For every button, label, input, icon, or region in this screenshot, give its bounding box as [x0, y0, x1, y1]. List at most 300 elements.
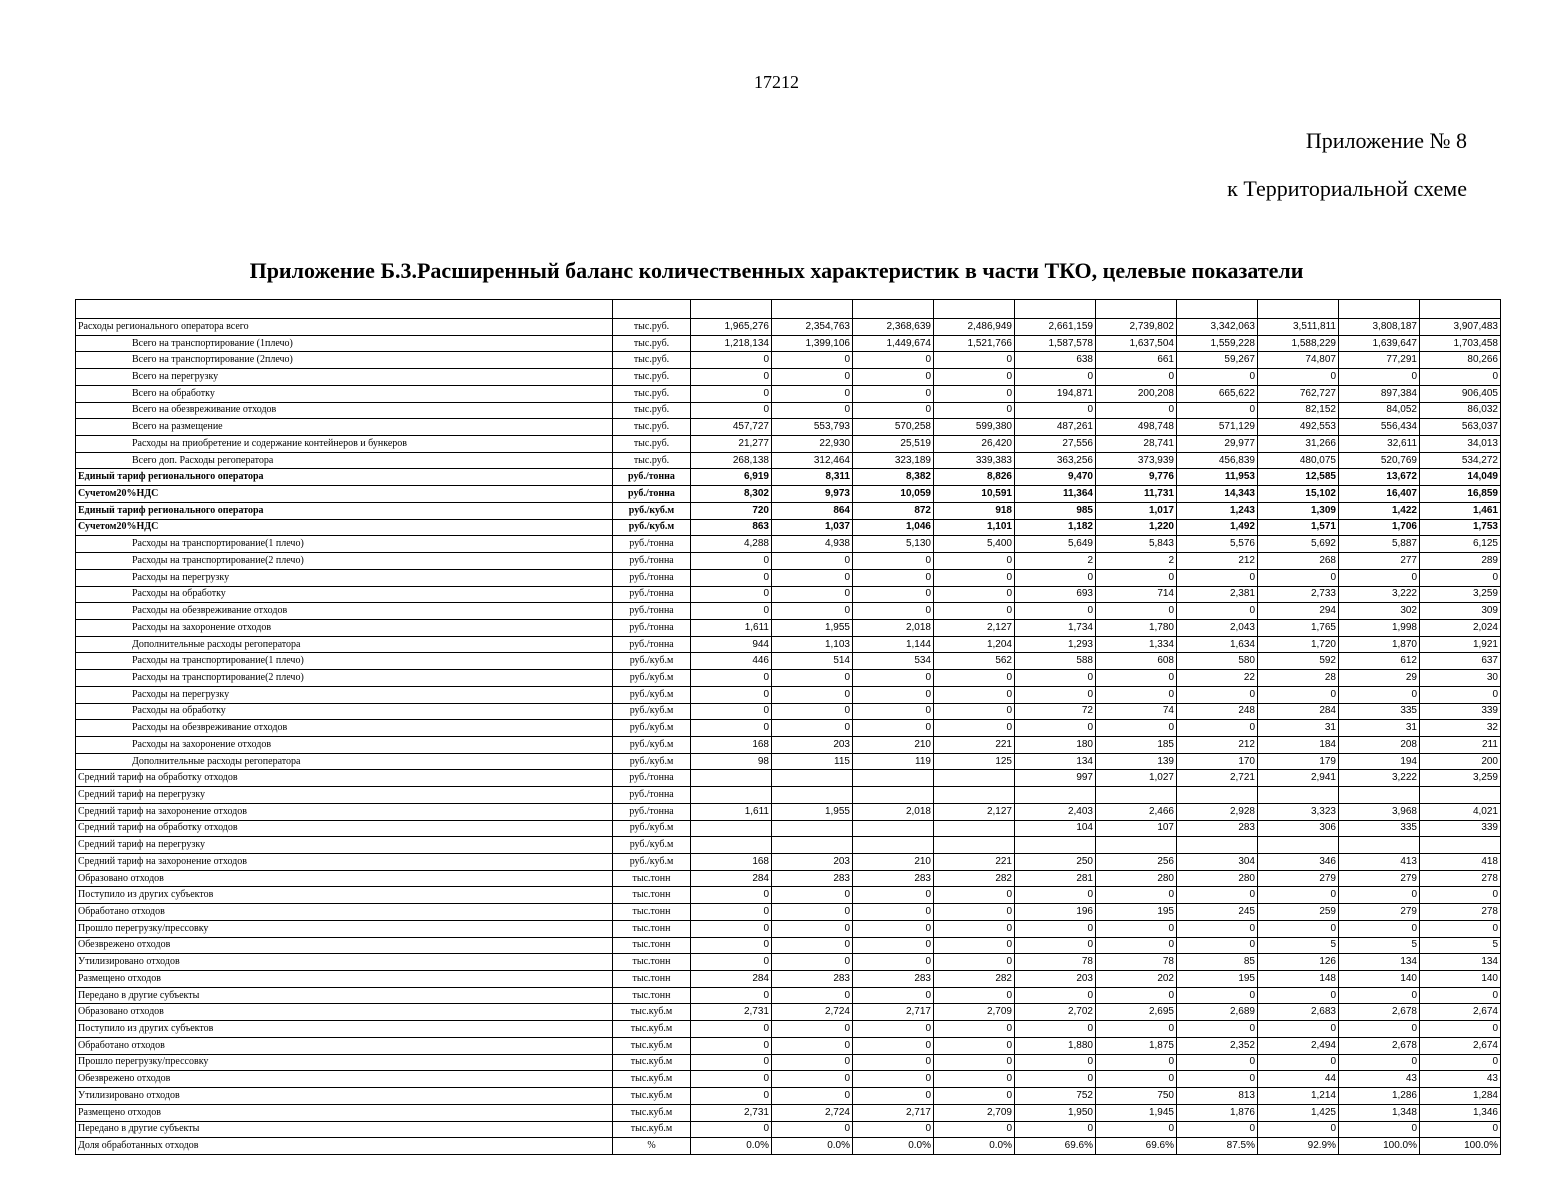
value-cell: 280	[1177, 870, 1258, 887]
value-cell: 0	[772, 703, 853, 720]
row-unit: тыс.тонн	[613, 870, 691, 887]
row-label: Расходы на обезвреживание отходов	[76, 720, 613, 737]
value-cell	[1339, 837, 1420, 854]
table-row	[76, 1071, 1501, 1088]
value-cell: 29	[1339, 670, 1420, 687]
value-cell: 0	[1015, 1121, 1096, 1138]
value-cell: 0	[1177, 603, 1258, 620]
row-unit: тыс.руб.	[613, 419, 691, 436]
table-row	[76, 1021, 1501, 1038]
value-cell: 200	[1420, 753, 1501, 770]
value-cell: 0	[772, 1121, 853, 1138]
value-cell: 0	[1339, 920, 1420, 937]
value-cell: 8,826	[934, 469, 1015, 486]
table-row	[76, 319, 1501, 336]
value-cell: 1,876	[1177, 1104, 1258, 1121]
value-cell: 268,138	[691, 452, 772, 469]
value-cell: 221	[934, 854, 1015, 871]
row-label: Доля обработанных отходов	[76, 1138, 613, 1155]
value-cell: 2	[1096, 553, 1177, 570]
value-cell: 0	[1177, 887, 1258, 904]
value-cell: 84,052	[1339, 402, 1420, 419]
table-row	[76, 436, 1501, 453]
row-unit: тыс.руб.	[613, 352, 691, 369]
table-row	[76, 636, 1501, 653]
table-row	[76, 837, 1501, 854]
value-cell: 27,556	[1015, 436, 1096, 453]
value-cell: 2,689	[1177, 1004, 1258, 1021]
value-cell: 2,127	[934, 619, 1015, 636]
value-cell: 0	[1015, 1021, 1096, 1038]
value-cell: 0	[853, 937, 934, 954]
value-cell: 2,709	[934, 1004, 1015, 1021]
value-cell: 2,724	[772, 1104, 853, 1121]
value-cell: 520,769	[1339, 452, 1420, 469]
value-cell: 0	[691, 1121, 772, 1138]
appendix-sublabel: к Территориальной схеме	[1227, 176, 1467, 201]
value-cell: 6,919	[691, 469, 772, 486]
value-cell: 283	[1177, 820, 1258, 837]
row-unit: руб./тонна	[613, 586, 691, 603]
value-cell: 0	[691, 352, 772, 369]
table-row	[76, 854, 1501, 871]
table-row	[76, 954, 1501, 971]
value-cell: 16,407	[1339, 486, 1420, 503]
value-cell: 2,731	[691, 1104, 772, 1121]
value-cell: 0	[772, 1054, 853, 1071]
row-unit: руб./тонна	[613, 636, 691, 653]
value-cell: 752	[1015, 1088, 1096, 1105]
value-cell: 1,703,458	[1420, 335, 1501, 352]
value-cell: 140	[1339, 971, 1420, 988]
value-cell: 210	[853, 854, 934, 871]
row-unit: руб./тонна	[613, 469, 691, 486]
value-cell: 0	[934, 904, 1015, 921]
value-cell: 125	[934, 753, 1015, 770]
value-cell: 2,018	[853, 619, 934, 636]
row-label: Расходы на транспортирование(1 плечо)	[76, 536, 613, 553]
value-cell: 0	[853, 1071, 934, 1088]
value-cell: 69.6%	[1015, 1138, 1096, 1155]
value-cell: 2,352	[1177, 1037, 1258, 1054]
value-cell	[772, 770, 853, 787]
value-cell: 1,346	[1420, 1104, 1501, 1121]
value-cell: 8,382	[853, 469, 934, 486]
value-cell: 44	[1258, 1071, 1339, 1088]
value-cell: 304	[1177, 854, 1258, 871]
value-cell: 2,661,159	[1015, 319, 1096, 336]
value-cell: 115	[772, 753, 853, 770]
value-cell: 0	[772, 603, 853, 620]
value-cell: 492,553	[1258, 419, 1339, 436]
value-cell: 446	[691, 653, 772, 670]
row-label: Средний тариф на перегрузку	[76, 787, 613, 804]
value-cell: 2,354,763	[772, 319, 853, 336]
value-cell: 0	[691, 1088, 772, 1105]
value-cell: 1,720	[1258, 636, 1339, 653]
value-cell: 1,611	[691, 619, 772, 636]
value-cell: 0	[772, 670, 853, 687]
value-cell: 284	[691, 971, 772, 988]
document-title: Приложение Б.3.Расширенный баланс количественных характеристик в части ТКО, целевые показатели	[249, 258, 1304, 283]
row-label: Всего на обработку	[76, 385, 613, 402]
value-cell: 0	[1339, 987, 1420, 1004]
row-unit: тыс.руб.	[613, 402, 691, 419]
value-cell: 0	[1015, 987, 1096, 1004]
value-cell: 134	[1420, 954, 1501, 971]
value-cell: 413	[1339, 854, 1420, 871]
row-unit: руб./куб.м	[613, 753, 691, 770]
value-cell	[934, 787, 1015, 804]
row-unit: тыс.куб.м	[613, 1037, 691, 1054]
value-cell	[1258, 837, 1339, 854]
value-cell: 0	[853, 954, 934, 971]
value-cell: 211	[1420, 736, 1501, 753]
value-cell: 0	[1096, 569, 1177, 586]
value-cell: 8,302	[691, 486, 772, 503]
value-cell: 306	[1258, 820, 1339, 837]
table-row	[76, 937, 1501, 954]
value-cell: 202	[1096, 971, 1177, 988]
value-cell: 918	[934, 502, 1015, 519]
value-cell: 0	[1339, 369, 1420, 386]
value-cell: 335	[1339, 820, 1420, 837]
table-header-row	[76, 300, 1501, 319]
value-cell: 74	[1096, 703, 1177, 720]
table-row	[76, 385, 1501, 402]
value-cell: 59,267	[1177, 352, 1258, 369]
value-cell: 1,780	[1096, 619, 1177, 636]
row-unit: руб./куб.м	[613, 670, 691, 687]
value-cell: 373,939	[1096, 452, 1177, 469]
value-cell: 194,871	[1015, 385, 1096, 402]
row-unit: тыс.тонн	[613, 987, 691, 1004]
value-cell	[691, 837, 772, 854]
value-cell	[1258, 787, 1339, 804]
value-cell: 0	[1177, 720, 1258, 737]
value-cell: 1,955	[772, 619, 853, 636]
value-cell: 1,765	[1258, 619, 1339, 636]
table-row	[76, 586, 1501, 603]
value-cell: 0	[691, 553, 772, 570]
value-cell: 0	[1015, 402, 1096, 419]
value-cell: 0	[1339, 887, 1420, 904]
value-cell: 0	[1015, 369, 1096, 386]
row-label: Образовано отходов	[76, 870, 613, 887]
row-unit: руб./куб.м	[613, 736, 691, 753]
value-cell: 31	[1339, 720, 1420, 737]
row-label: Прошло перегрузку/прессовку	[76, 920, 613, 937]
value-cell: 0	[853, 720, 934, 737]
value-cell	[691, 787, 772, 804]
value-cell: 2,739,802	[1096, 319, 1177, 336]
row-unit: руб./куб.м	[613, 653, 691, 670]
table-row	[76, 803, 1501, 820]
value-cell: 0	[1096, 937, 1177, 954]
value-cell: 608	[1096, 653, 1177, 670]
value-cell: 0	[853, 369, 934, 386]
value-cell: 0	[1339, 1054, 1420, 1071]
row-label: Единый тариф регионального оператора	[76, 469, 613, 486]
value-cell: 212	[1177, 553, 1258, 570]
value-cell: 196	[1015, 904, 1096, 921]
value-cell: 0	[1096, 402, 1177, 419]
value-cell: 279	[1258, 870, 1339, 887]
table-row	[76, 1037, 1501, 1054]
value-cell: 148	[1258, 971, 1339, 988]
value-cell: 1,422	[1339, 502, 1420, 519]
value-cell: 0	[1339, 1121, 1420, 1138]
value-cell: 750	[1096, 1088, 1177, 1105]
row-unit: %	[613, 1138, 691, 1155]
table-row	[76, 987, 1501, 1004]
value-cell: 0	[934, 1088, 1015, 1105]
row-unit: тыс.руб.	[613, 452, 691, 469]
row-unit: тыс.руб.	[613, 319, 691, 336]
value-cell: 0.0%	[853, 1138, 934, 1155]
row-label: Средний тариф на захоронение отходов	[76, 803, 613, 820]
value-cell: 1,017	[1096, 502, 1177, 519]
row-unit: тыс.куб.м	[613, 1121, 691, 1138]
value-cell: 0	[934, 686, 1015, 703]
value-cell: 9,470	[1015, 469, 1096, 486]
value-cell: 0	[934, 385, 1015, 402]
row-unit: руб./куб.м	[613, 854, 691, 871]
value-cell: 277	[1339, 553, 1420, 570]
value-cell: 5	[1420, 937, 1501, 954]
value-cell: 2,724	[772, 1004, 853, 1021]
value-cell: 1,492	[1177, 519, 1258, 536]
value-cell: 0	[1258, 920, 1339, 937]
value-cell: 2,683	[1258, 1004, 1339, 1021]
value-cell: 283	[772, 971, 853, 988]
value-cell: 3,259	[1420, 770, 1501, 787]
table-row	[76, 469, 1501, 486]
value-cell: 1,204	[934, 636, 1015, 653]
value-cell: 0	[1177, 937, 1258, 954]
value-cell	[772, 837, 853, 854]
value-cell: 134	[1015, 753, 1096, 770]
value-cell: 221	[934, 736, 1015, 753]
table-row	[76, 770, 1501, 787]
row-label: Поступило из других субъектов	[76, 887, 613, 904]
table-row	[76, 1104, 1501, 1121]
value-cell: 0	[934, 987, 1015, 1004]
value-cell: 2,494	[1258, 1037, 1339, 1054]
row-unit: тыс.тонн	[613, 954, 691, 971]
value-cell: 1,587,578	[1015, 335, 1096, 352]
table-row	[76, 1138, 1501, 1155]
value-cell: 3,259	[1420, 586, 1501, 603]
value-cell: 580	[1177, 653, 1258, 670]
value-cell: 0	[1258, 1021, 1339, 1038]
value-cell: 11,731	[1096, 486, 1177, 503]
value-cell: 3,222	[1339, 770, 1420, 787]
row-unit: тыс.куб.м	[613, 1071, 691, 1088]
value-cell: 279	[1339, 904, 1420, 921]
value-cell	[1096, 787, 1177, 804]
value-cell: 0	[691, 987, 772, 1004]
value-cell: 487,261	[1015, 419, 1096, 436]
value-cell: 480,075	[1258, 452, 1339, 469]
value-cell: 2,941	[1258, 770, 1339, 787]
value-cell: 10,591	[934, 486, 1015, 503]
value-cell: 15,102	[1258, 486, 1339, 503]
row-label: Поступило из других субъектов	[76, 1021, 613, 1038]
value-cell: 85	[1177, 954, 1258, 971]
value-cell: 0	[934, 569, 1015, 586]
value-cell	[691, 770, 772, 787]
value-cell	[691, 820, 772, 837]
table-row	[76, 686, 1501, 703]
value-cell: 0	[934, 670, 1015, 687]
value-cell: 30	[1420, 670, 1501, 687]
value-cell: 245	[1177, 904, 1258, 921]
value-cell: 534	[853, 653, 934, 670]
value-cell: 0	[1015, 937, 1096, 954]
row-label: Размещено отходов	[76, 1104, 613, 1121]
row-unit: тыс.куб.м	[613, 1054, 691, 1071]
table-row	[76, 486, 1501, 503]
table-row	[76, 787, 1501, 804]
value-cell: 638	[1015, 352, 1096, 369]
value-cell: 139	[1096, 753, 1177, 770]
value-cell: 1,461	[1420, 502, 1501, 519]
value-cell: 98	[691, 753, 772, 770]
value-cell: 2,733	[1258, 586, 1339, 603]
value-cell: 134	[1339, 954, 1420, 971]
value-cell: 599,380	[934, 419, 1015, 436]
row-unit: тыс.куб.м	[613, 1088, 691, 1105]
value-cell: 0	[934, 1071, 1015, 1088]
value-cell: 0	[772, 1071, 853, 1088]
value-cell: 0	[1015, 1054, 1096, 1071]
value-cell: 0	[853, 402, 934, 419]
value-cell: 1,875	[1096, 1037, 1177, 1054]
table-row	[76, 1088, 1501, 1105]
value-cell: 6,125	[1420, 536, 1501, 553]
value-cell: 1,559,228	[1177, 335, 1258, 352]
table-row	[76, 553, 1501, 570]
row-label: Расходы на обезвреживание отходов	[76, 603, 613, 620]
value-cell: 418	[1420, 854, 1501, 871]
value-cell	[853, 787, 934, 804]
value-cell: 1,571	[1258, 519, 1339, 536]
value-cell: 0	[1096, 987, 1177, 1004]
value-cell: 3,222	[1339, 586, 1420, 603]
row-unit: тыс.руб.	[613, 385, 691, 402]
value-cell	[772, 787, 853, 804]
row-unit: тыс.куб.м	[613, 1021, 691, 1038]
value-cell: 0	[934, 603, 1015, 620]
value-cell: 284	[691, 870, 772, 887]
value-cell: 1,921	[1420, 636, 1501, 653]
value-cell: 2,695	[1096, 1004, 1177, 1021]
value-cell: 0	[1177, 1054, 1258, 1071]
value-cell: 10,059	[853, 486, 934, 503]
value-cell: 0	[772, 385, 853, 402]
value-cell: 0	[853, 586, 934, 603]
value-cell: 283	[853, 870, 934, 887]
row-label: Обезврежено отходов	[76, 1071, 613, 1088]
value-cell: 498,748	[1096, 419, 1177, 436]
row-unit: тыс.тонн	[613, 971, 691, 988]
value-cell: 0	[691, 1071, 772, 1088]
row-unit: руб./тонна	[613, 787, 691, 804]
value-cell: 289	[1420, 553, 1501, 570]
value-cell: 4,021	[1420, 803, 1501, 820]
value-cell: 29,977	[1177, 436, 1258, 453]
value-cell: 0	[691, 1021, 772, 1038]
value-cell: 32,611	[1339, 436, 1420, 453]
value-cell: 0	[1420, 1121, 1501, 1138]
value-cell: 944	[691, 636, 772, 653]
row-label: Всего на транспортирование (2плечо)	[76, 352, 613, 369]
value-cell: 0	[1420, 987, 1501, 1004]
value-cell: 1,998	[1339, 619, 1420, 636]
value-cell: 208	[1339, 736, 1420, 753]
row-label: Расходы на захоронение отходов	[76, 736, 613, 753]
row-label: Расходы на обработку	[76, 703, 613, 720]
value-cell: 720	[691, 502, 772, 519]
value-cell: 1,955	[772, 803, 853, 820]
row-unit: руб./тонна	[613, 603, 691, 620]
value-cell: 665,622	[1177, 385, 1258, 402]
value-cell: 0	[1339, 1021, 1420, 1038]
value-cell: 1,425	[1258, 1104, 1339, 1121]
value-cell: 100.0%	[1420, 1138, 1501, 1155]
value-cell: 168	[691, 854, 772, 871]
value-cell: 1,182	[1015, 519, 1096, 536]
value-cell: 0	[1096, 603, 1177, 620]
value-cell: 0	[853, 1121, 934, 1138]
value-cell	[1015, 787, 1096, 804]
value-cell	[1420, 837, 1501, 854]
value-cell: 0	[772, 402, 853, 419]
value-cell: 661	[1096, 352, 1177, 369]
row-label: Расходы на перегрузку	[76, 686, 613, 703]
value-cell: 0	[1096, 920, 1177, 937]
row-unit: тыс.куб.м	[613, 1104, 691, 1121]
value-cell: 179	[1258, 753, 1339, 770]
value-cell: 592	[1258, 653, 1339, 670]
row-label: Прошло перегрузку/прессовку	[76, 1054, 613, 1071]
value-cell: 1,634	[1177, 636, 1258, 653]
value-cell: 312,464	[772, 452, 853, 469]
value-cell: 2,018	[853, 803, 934, 820]
table-row	[76, 820, 1501, 837]
value-cell: 0	[1096, 1021, 1177, 1038]
row-label: Всего на перегрузку	[76, 369, 613, 386]
value-cell: 14,343	[1177, 486, 1258, 503]
value-cell: 0	[691, 887, 772, 904]
value-cell: 11,364	[1015, 486, 1096, 503]
value-cell: 0	[1420, 369, 1501, 386]
row-label: Расходы на перегрузку	[76, 569, 613, 586]
value-cell: 0	[1015, 686, 1096, 703]
value-cell: 4,288	[691, 536, 772, 553]
value-cell: 2,486,949	[934, 319, 1015, 336]
row-unit: руб./куб.м	[613, 703, 691, 720]
row-unit: руб./куб.м	[613, 820, 691, 837]
value-cell	[1015, 837, 1096, 854]
value-cell: 0	[691, 603, 772, 620]
value-cell: 0	[853, 703, 934, 720]
value-cell: 562	[934, 653, 1015, 670]
balance-table	[75, 299, 1501, 1155]
value-cell: 200,208	[1096, 385, 1177, 402]
table-row	[76, 1054, 1501, 1071]
